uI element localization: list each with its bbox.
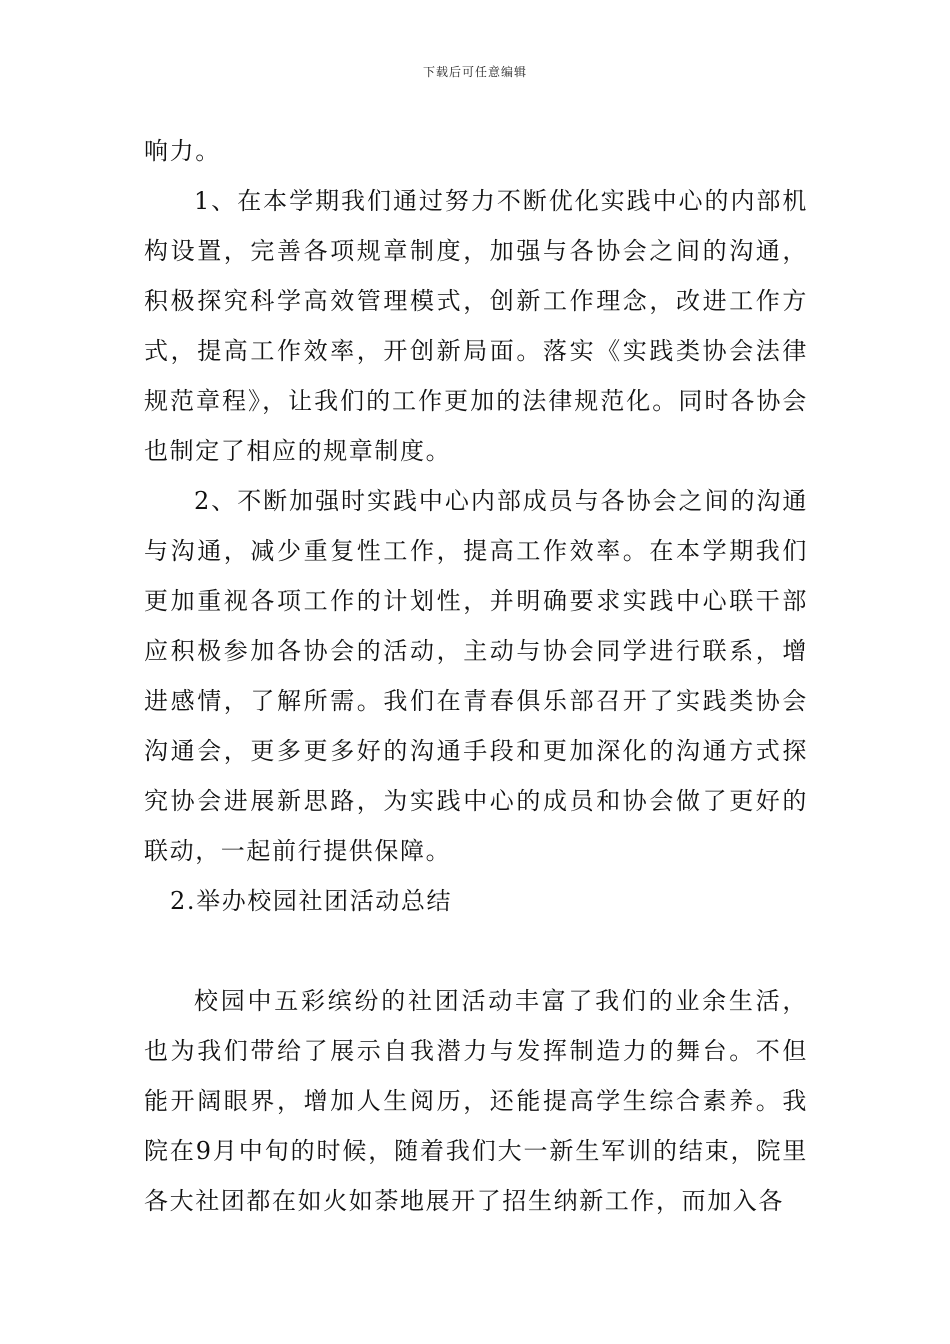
section-spacer xyxy=(144,926,808,976)
paragraph-continuation: 响力。 xyxy=(144,137,221,165)
paragraph-item-1: 1、在本学期我们通过努力不断优化实践中心的内部机构设置，完善各项规章制度，加强与各协会之间的沟通，积极探究科学高效管理模式，创新工作理念，改进工作方式，提高工作效率，开创新局面。落实《实践类协会法律规范章程》，让我们的工作更加的法律规范化。同时各协会也制定了相应的规章制度。 xyxy=(144,187,808,465)
paragraph-club-activities: 校园中五彩缤纷的社团活动丰富了我们的业余生活，也为我们带给了展示自我潜力与发挥制造力的舞台。不但能开阔眼界，增加人生阅历，还能提高学生综合素养。我院在9月中旬的时候，随着我们大一新生军训的结束，院里各大社团都在如火如荼地展开了招生纳新工作，而加入各 xyxy=(144,987,808,1215)
section-heading: 2.举办校园社团活动总结 xyxy=(170,887,453,915)
document-body xyxy=(144,126,808,1226)
page-header-note: 下载后可任意编辑 xyxy=(422,65,527,79)
paragraph-item-2: 2、不断加强时实践中心内部成员与各协会之间的沟通与沟通，减少重复性工作，提高工作效率。在本学期我们更加重视各项工作的计划性，并明确要求实践中心联干部应积极参加各协会的活动，主动与协会同学进行联系，增进感情，了解所需。我们在青春俱乐部召开了实践类协会沟通会，更多更多好的沟通手段和更加深化的沟通方式探究协会进展新思路，为实践中心的成员和协会做了更好的联动，一起前行提供保障。 xyxy=(144,487,808,865)
